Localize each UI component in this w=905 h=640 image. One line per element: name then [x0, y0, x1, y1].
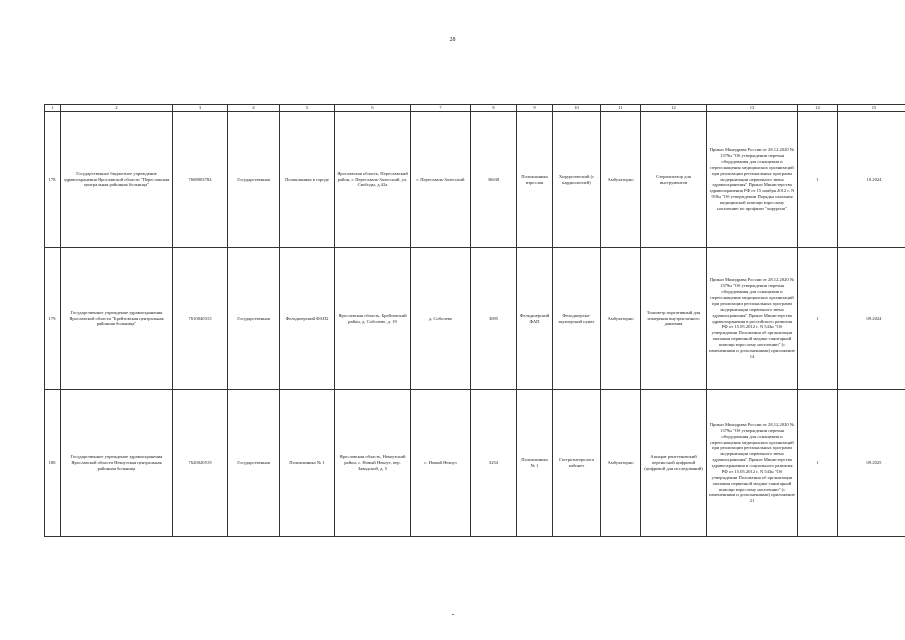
code: 3254: [471, 390, 517, 537]
structural-unit: Фельдшерский ФАП2: [280, 248, 335, 390]
table-row: [45, 248, 905, 390]
inn: 7610040315: [173, 248, 228, 390]
organization-name: Государственное учреждение здравоохранения Ярославской области Некоузская центральная районная больница: [61, 390, 173, 537]
organization-name: Государственное учреждение здравоохранения Ярославской области "Брейтовская центральная районная больница": [61, 248, 173, 390]
column-number: 14: [798, 105, 838, 112]
locality: г. Переславль-Залесский: [411, 112, 471, 248]
equipment-registry-table: [44, 104, 905, 537]
quantity: 1: [798, 112, 838, 248]
medical-profile: Гастроэнтеролога кабинет: [553, 390, 601, 537]
ownership-form: Государственная: [228, 248, 280, 390]
column-number: 7: [411, 105, 471, 112]
care-condition: Амбулаторно: [601, 390, 641, 537]
address: Ярославская область, Некоузский район, с. Новый Некоуз, пер. Заводской, д. 5: [335, 390, 411, 537]
equipment-name: Аппарат рентгеновский переносной цифровой (цифровой для исследований): [641, 390, 707, 537]
legal-basis: Приказ Минздрава России от 28.12.2020 № 1379н "Об утверждении перечня оборудования для оснащения и переоснащения медицинских организаций при реализации региональных программ модернизации первичного звена здравоохранения" Приказ Министерства здравоохранения в российского развития РФ от 15.05.2012 г. N 543н "Об утверждении Положения об организации оказания первичной медико-санитарной помощи взрослому населению" (с изменениями и дополнениями) приложение 14: [707, 248, 798, 390]
row-number: 178.: [45, 112, 61, 248]
table-row: [45, 112, 905, 248]
column-number: 9: [517, 105, 553, 112]
page-number: 28: [449, 37, 456, 43]
care-condition: Амбулаторно: [601, 248, 641, 390]
care-condition: Амбулаторно: [601, 112, 641, 248]
medical-profile: Хирургический (с кардиологией): [553, 112, 601, 248]
column-number: 15: [838, 105, 905, 112]
unit-type: Фельдшерский ФАП: [517, 248, 553, 390]
delivery-date: 10.2024: [838, 112, 905, 248]
inn: 7608003784: [173, 112, 228, 248]
address: Ярославская область, Брейтовский район, д. Соболево, д. 19: [335, 248, 411, 390]
medical-profile: Фельдшерско-акушерский пункт: [553, 248, 601, 390]
inn: 7620020519: [173, 390, 228, 537]
ownership-form: Государственная: [228, 390, 280, 537]
legal-basis: Приказ Минздрава России от 28.12.2020 № 1379н "Об утверждении перечня оборудования для оснащения и переоснащения медицинских организаций при реализации региональных программ модернизации первичного звена здравоохранения" Приказ Министерства здравоохранения и социального развития РФ от 15.05.2012 г. N 543н "Об утверждении Положения об организации оказания первичной медико-санитарной помощи взрослому населению" (с изменениями и дополнениями) приложение 21: [707, 390, 798, 537]
structural-unit: Поликлиника в городе: [280, 112, 335, 248]
locality: с. Новый Некоуз: [411, 390, 471, 537]
column-number: 3: [173, 105, 228, 112]
code: 3695: [471, 248, 517, 390]
quantity: 1: [798, 248, 838, 390]
delivery-date: 09.2025: [838, 390, 905, 537]
scan-speck: [452, 614, 454, 615]
unit-type: Поликлиника № 1: [517, 390, 553, 537]
organization-name: Государственное бюджетное учреждение здравоохранения Ярославской области "Переславская центральная районная больница": [61, 112, 173, 248]
ownership-form: Государственная: [228, 112, 280, 248]
unit-type: Поликлиника взрослая: [517, 112, 553, 248]
legal-basis: Приказ Минздрава России от 28.12.2020 № 1379н "Об утверждении перечня оборудования для оснащения и переоснащения медицинских организаций при реализации региональных программ модернизации первичного звена здравоохранения" Приказ Министерства здравоохранения РФ от 15 ноября 2012 г. N 918н "Об утверждении Порядка оказания медицинской помощи взрослому населению по профилю "хирургия": [707, 112, 798, 248]
address: Ярославская область, Переславский район, г. Переславль-Залесский, ул. Свободы, д.42а: [335, 112, 411, 248]
code: 36638: [471, 112, 517, 248]
column-number: 6: [335, 105, 411, 112]
equipment-name: Тонометр портативный для измерения внутриглазного давления: [641, 248, 707, 390]
column-number: 2: [61, 105, 173, 112]
column-number: 8: [471, 105, 517, 112]
delivery-date: 09.2024: [838, 248, 905, 390]
equipment-name: Стерилизатор для инструментов: [641, 112, 707, 248]
column-number: 5: [280, 105, 335, 112]
locality: д. Соболево: [411, 248, 471, 390]
column-number-row: [45, 105, 905, 112]
table-row: [45, 390, 905, 537]
column-number: 11: [601, 105, 641, 112]
row-number: 180.: [45, 390, 61, 537]
column-number: 10: [553, 105, 601, 112]
structural-unit: Поликлиника № 1: [280, 390, 335, 537]
column-number: 12: [641, 105, 707, 112]
column-number: 13: [707, 105, 798, 112]
column-number: 4: [228, 105, 280, 112]
row-number: 179.: [45, 248, 61, 390]
column-number: 1: [45, 105, 61, 112]
quantity: 1: [798, 390, 838, 537]
